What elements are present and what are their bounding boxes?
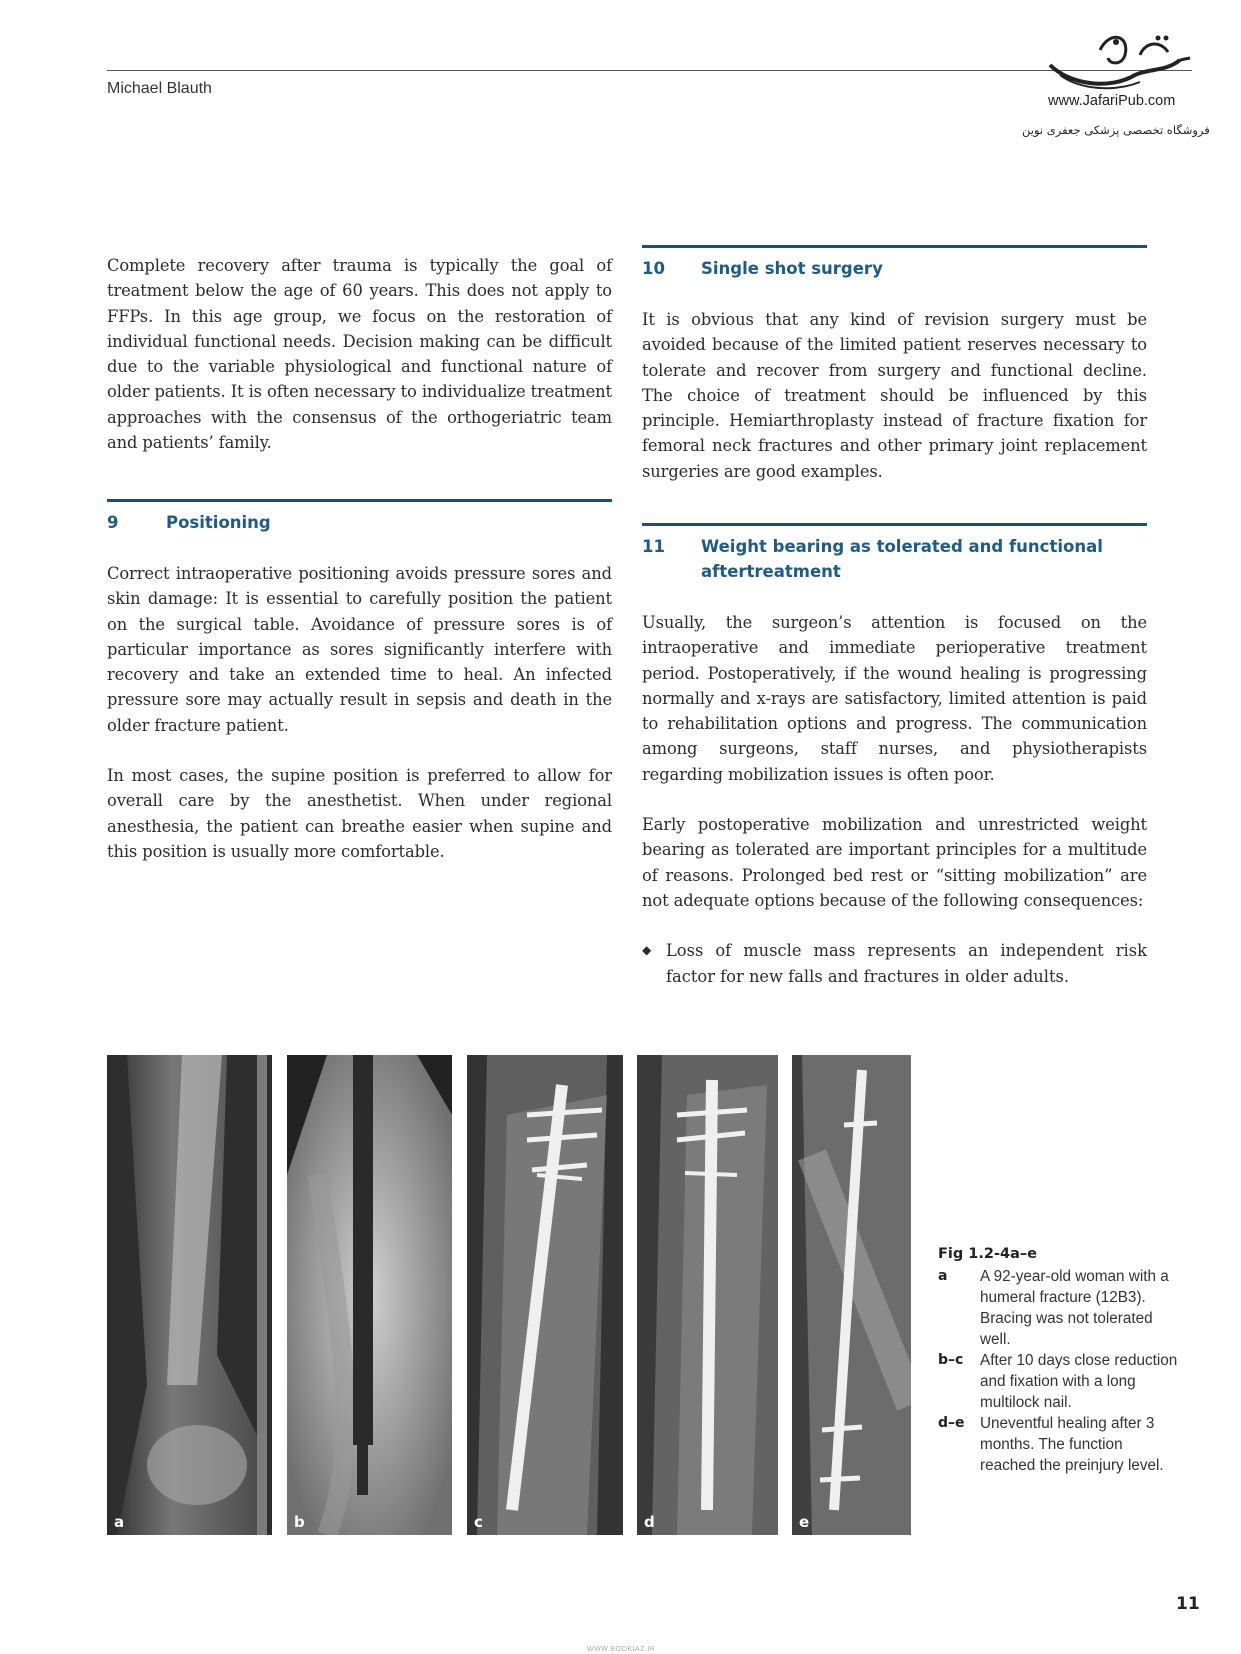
section-heading xyxy=(107,499,612,535)
page-number: 11 xyxy=(1176,1594,1200,1614)
paragraph: It is obvious that any kind of revision surgery must be avoided because of the limited patient reserves necessary to tolerate and recover from surgery and functional decline. The choice of treatment should be influenced by this principle. Hemiarthroplasty instead of fracture fixation for femoral neck fractures and other primary joint replacement surgeries are good examples. xyxy=(642,310,1147,481)
xray-panel-e xyxy=(792,1055,911,1535)
xray-panel-c xyxy=(467,1055,623,1535)
publisher-url: www.JafariPub.com xyxy=(1048,93,1176,109)
header-rule xyxy=(107,70,1192,71)
intro-paragraph: Complete recovery after trauma is typically the goal of treatment below the age of 60 years. This does not apply to FFPs. In this age group, we focus on the restoration of individual functional needs. Decision making can be difficult due to the variable physiological and functional nature of older patients. It is often necessary to individualize treatment approaches with the consensus of the orthogeriatric team and patients’ family. xyxy=(107,256,612,453)
xray-image xyxy=(792,1055,911,1535)
section-9 xyxy=(107,499,612,864)
publisher-subtitle: فروشگاه تخصصی پزشکی جعفری نوین xyxy=(1022,123,1210,137)
figure-caption xyxy=(938,1244,1178,1476)
xray-panel-d xyxy=(637,1055,778,1535)
panel-label: e xyxy=(799,1513,810,1531)
panel-label: d xyxy=(644,1513,655,1531)
caption-item xyxy=(938,1413,1178,1476)
caption-key: a xyxy=(938,1268,948,1284)
xray-panel-a xyxy=(107,1055,272,1535)
caption-key: b–c xyxy=(938,1352,964,1368)
section-number: 9 xyxy=(107,513,119,532)
panel-label: a xyxy=(114,1513,125,1531)
section-number: 11 xyxy=(642,537,665,556)
caption-text: After 10 days close reduction and fixation with a long multilock nail. xyxy=(980,1352,1178,1411)
xray-image xyxy=(287,1055,452,1535)
paragraph: Correct intraoperative positioning avoids pressure sores and skin damage: It is essential to carefully position the patient on the surgical table. Avoidance of pressure sores is of particular importance as sores significantly interfere with recovery and take an extended time to heal. An infected pressure sore may actually result in sepsis and death in the older fracture patient. xyxy=(107,564,612,735)
bullet-text: Loss of muscle mass represents an independent risk factor for new falls and fractures in older adults. xyxy=(666,941,1147,986)
xray-image xyxy=(467,1055,623,1535)
paragraph: In most cases, the supine position is preferred to allow for overall care by the anesthetist. When under regional anesthesia, the patient can breathe easier when supine and this position is usually more comfortable. xyxy=(107,766,612,861)
xray-image xyxy=(107,1055,272,1535)
bullet-item xyxy=(642,938,1147,989)
footer-watermark: WWW.BOOKIAZ.IR xyxy=(587,1646,656,1653)
section-number: 10 xyxy=(642,259,665,278)
caption-item xyxy=(938,1266,1178,1350)
xray-image xyxy=(637,1055,778,1535)
caption-key: d–e xyxy=(938,1415,965,1431)
caption-item xyxy=(938,1350,1178,1413)
left-column xyxy=(107,253,612,455)
caption-text: A 92-year-old woman with a humeral fracture (12B3). Bracing was not tolerated well. xyxy=(980,1268,1169,1348)
caption-title: Fig 1.2-4a–e xyxy=(938,1246,1037,1262)
section-title: Weight bearing as tolerated and functional aftertreatment xyxy=(701,537,1103,581)
bullet-icon: ◆ xyxy=(642,943,652,958)
section-heading xyxy=(642,245,1147,281)
caption-text: Uneventful healing after 3 months. The function reached the preinjury level. xyxy=(980,1415,1164,1474)
panel-label: c xyxy=(474,1513,483,1531)
paragraph: Early postoperative mobilization and unrestricted weight bearing as tolerated are important principles for a multitude of reasons. Prolonged bed rest or “sitting mobilization” are not adequate options because of the following consequences: xyxy=(642,815,1147,910)
section-heading xyxy=(642,523,1147,584)
section-11 xyxy=(642,523,1147,989)
xray-panel-b xyxy=(287,1055,452,1535)
section-title: Single shot surgery xyxy=(701,259,883,278)
panel-label: b xyxy=(294,1513,305,1531)
section-title: Positioning xyxy=(166,513,271,532)
section-10 xyxy=(642,245,1147,484)
author-name: Michael Blauth xyxy=(107,80,212,97)
paragraph: Usually, the surgeon’s attention is focused on the intraoperative and immediate perioperative treatment period. Postoperatively, if the wound healing is progressing normally and x-rays are satisfactory, limited attention is paid to rehabilitation options and progress. The communication among surgeons, staff nurses, and physiotherapists regarding mobilization issues is often poor. xyxy=(642,613,1147,784)
